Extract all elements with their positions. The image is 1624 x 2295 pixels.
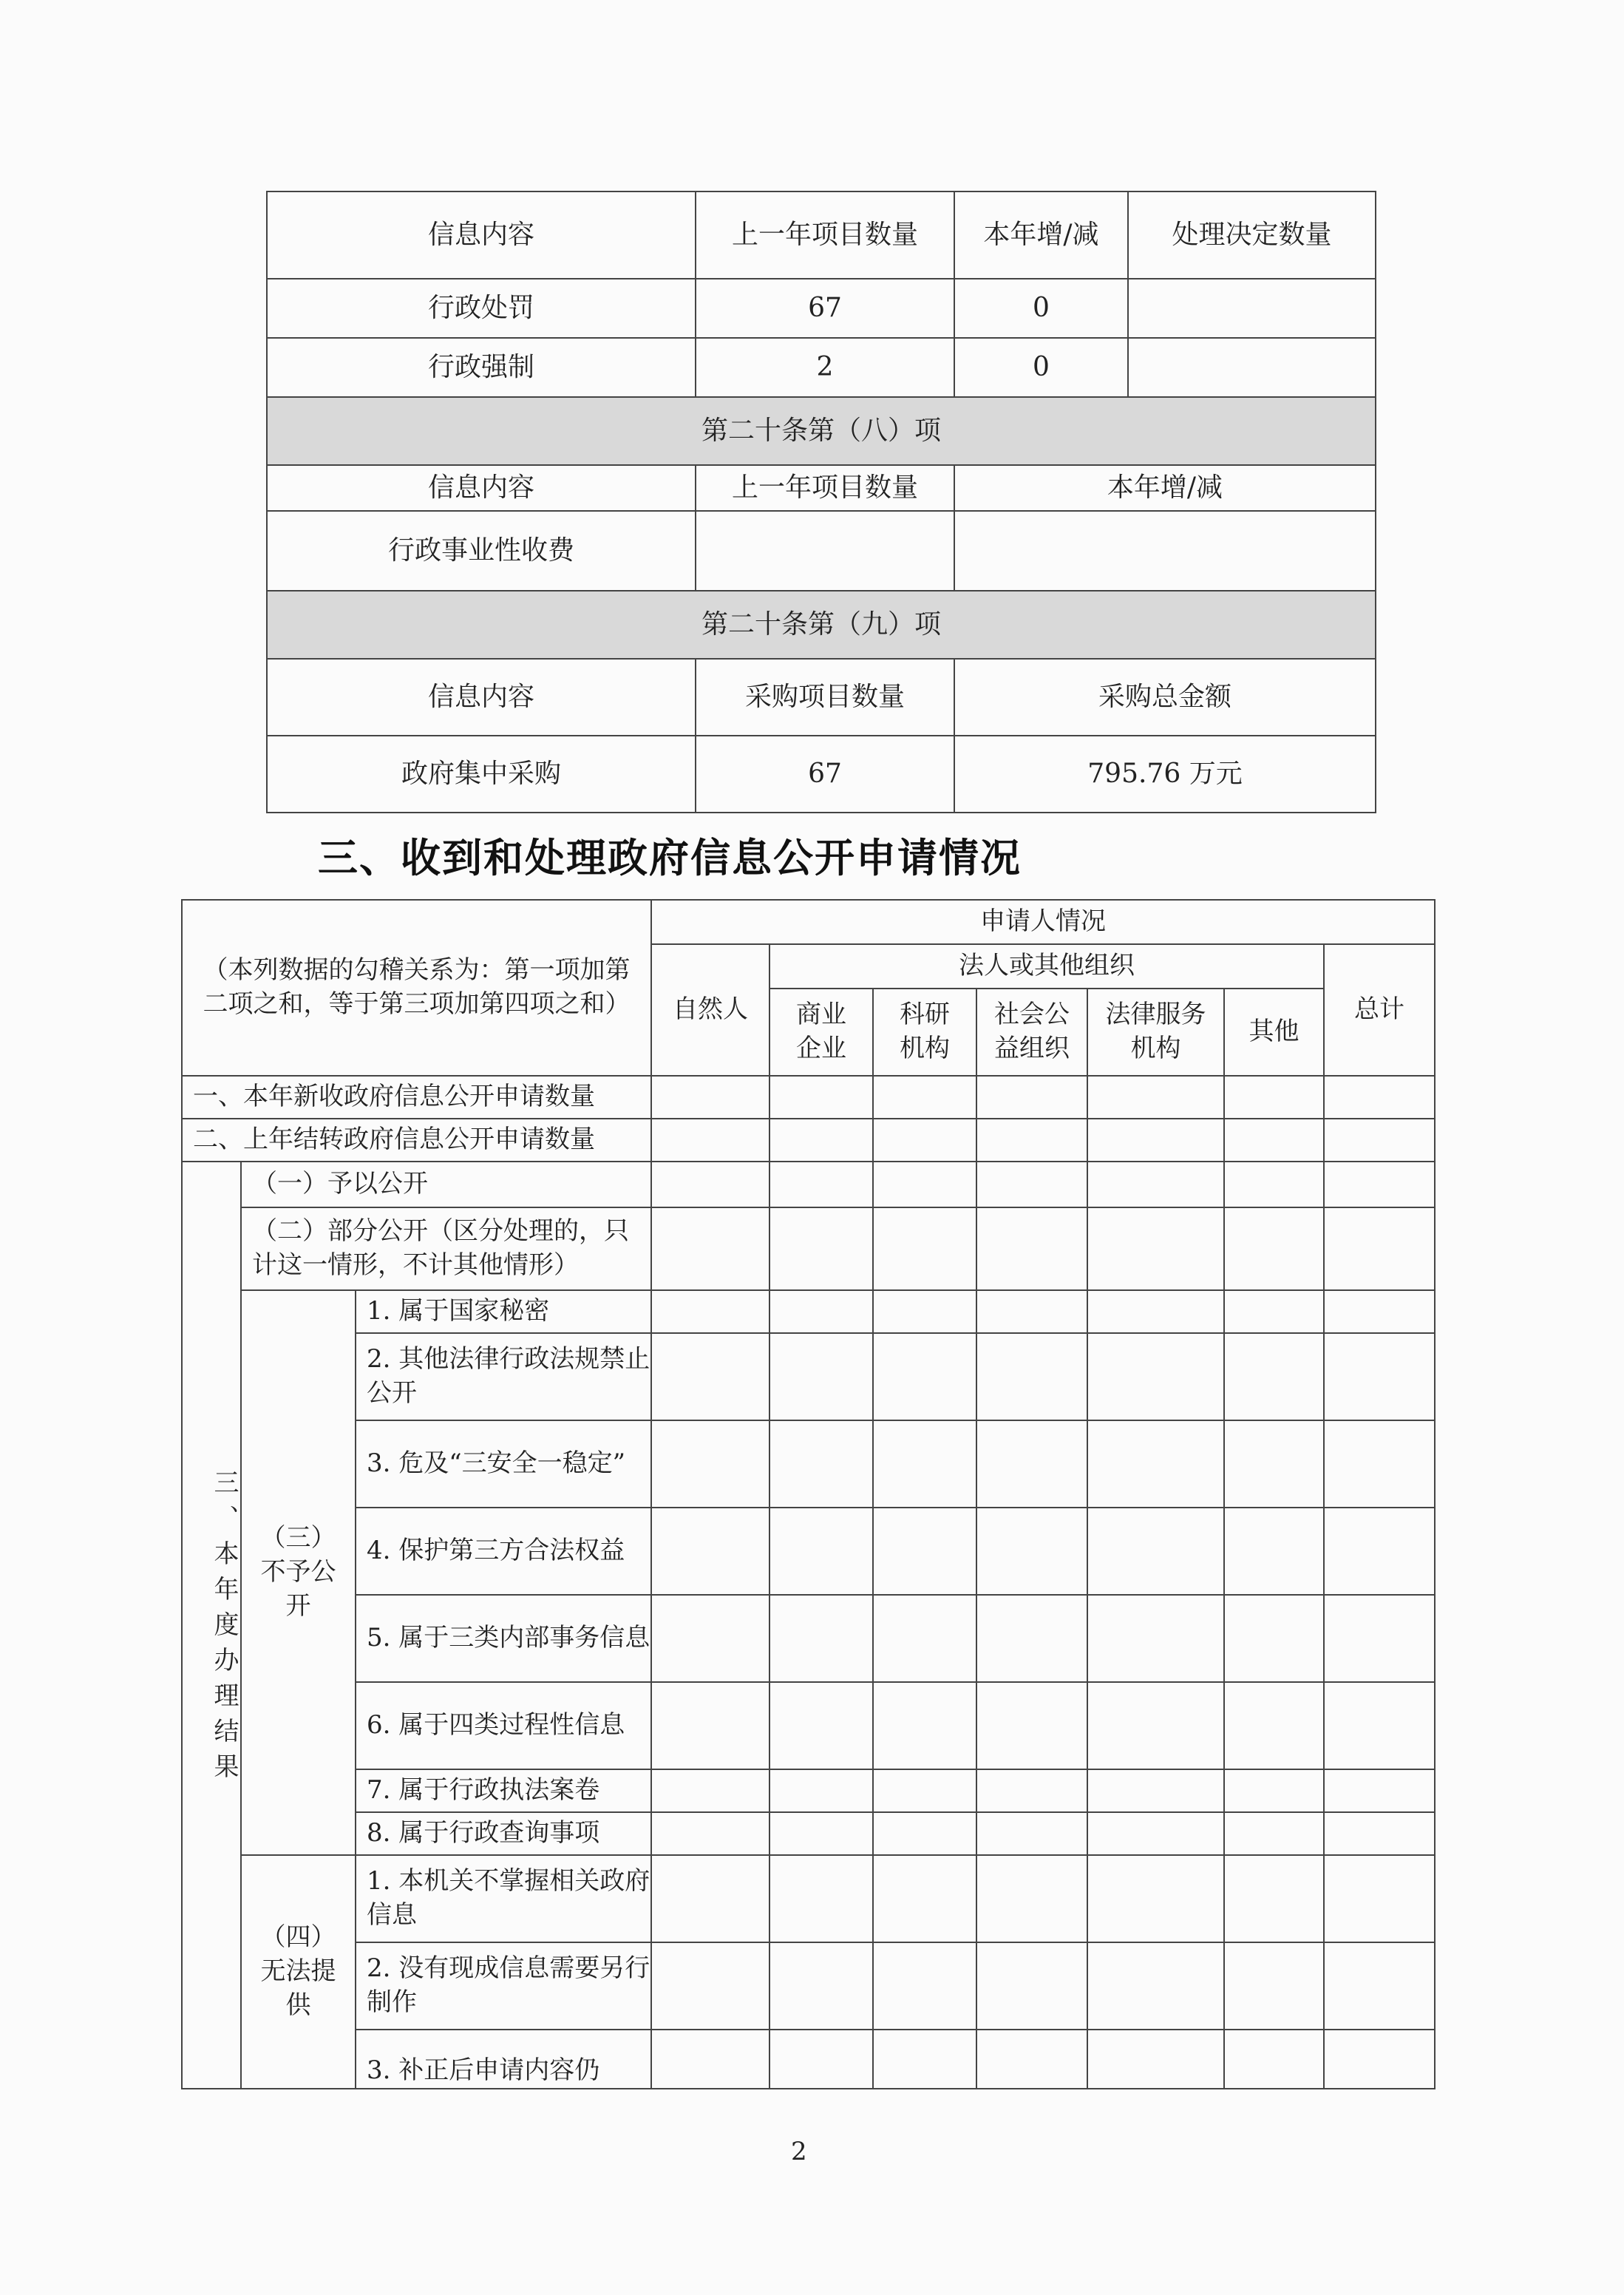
row-label: 二、上年结转政府信息公开申请数量 bbox=[182, 1119, 651, 1162]
table-row bbox=[182, 1812, 1435, 1855]
header-decision-count: 处理决定数量 bbox=[1128, 191, 1376, 279]
row-label: 3. 补正后申请内容仍 bbox=[356, 2030, 651, 2089]
applicant-header: 申请人情况 bbox=[651, 900, 1435, 944]
table-row bbox=[182, 1682, 1435, 1769]
s8-header-info: 信息内容 bbox=[267, 465, 696, 511]
natural-person-header: 自然人 bbox=[651, 944, 769, 1076]
s9-header-count: 采购项目数量 bbox=[696, 659, 954, 736]
row-label: （一）予以公开 bbox=[241, 1162, 651, 1207]
page-number: 2 bbox=[791, 2137, 807, 2166]
header-info-content: 信息内容 bbox=[267, 191, 696, 279]
table-row bbox=[267, 736, 1376, 813]
request-table bbox=[181, 899, 1436, 2089]
legal-group-header: 法人或其他组织 bbox=[769, 944, 1324, 989]
row-decision bbox=[1128, 279, 1376, 338]
cannot-provide-label: （四）无法提供 bbox=[241, 1855, 356, 2089]
row-label: 1. 本机关不掌握相关政府信息 bbox=[356, 1855, 651, 1942]
s8-header-prev: 上一年项目数量 bbox=[696, 465, 954, 511]
row-change bbox=[954, 511, 1376, 591]
table-row bbox=[182, 1942, 1435, 2030]
col-business: 商业企业 bbox=[769, 989, 873, 1076]
section9-title: 第二十条第（九）项 bbox=[267, 591, 1376, 659]
row-label: 2. 其他法律行政法规禁止公开 bbox=[356, 1333, 651, 1420]
table-row bbox=[267, 511, 1376, 591]
table-row bbox=[267, 279, 1376, 338]
top-info-table bbox=[266, 191, 1376, 813]
row-change: 0 bbox=[954, 279, 1128, 338]
row-label: 7. 属于行政执法案卷 bbox=[356, 1769, 651, 1812]
s9-header-info: 信息内容 bbox=[267, 659, 696, 736]
table-row bbox=[182, 1508, 1435, 1595]
s9-header-amount: 采购总金额 bbox=[954, 659, 1376, 736]
relation-note: （本列数据的勾稽关系为：第一项加第二项之和，等于第三项加第四项之和） bbox=[182, 900, 651, 1076]
header-change: 本年增/减 bbox=[954, 191, 1128, 279]
table-row bbox=[182, 1162, 1435, 1207]
table-row bbox=[182, 2030, 1435, 2089]
col-other: 其他 bbox=[1224, 989, 1324, 1076]
row-label: 行政事业性收费 bbox=[267, 511, 696, 591]
result-label: 三、本年度办理结果 bbox=[182, 1162, 241, 2089]
row-label: 行政强制 bbox=[267, 338, 696, 397]
table-row bbox=[182, 1595, 1435, 1682]
row-decision bbox=[1128, 338, 1376, 397]
not-open-label: （三）不予公开 bbox=[241, 1290, 356, 1855]
row-amount: 795.76 万元 bbox=[954, 736, 1376, 813]
row-prev bbox=[696, 511, 954, 591]
table-row bbox=[182, 1290, 1435, 1333]
total-header: 总计 bbox=[1324, 944, 1435, 1076]
row-change: 0 bbox=[954, 338, 1128, 397]
row-count: 67 bbox=[696, 736, 954, 813]
row-label: 一、本年新收政府信息公开申请数量 bbox=[182, 1076, 651, 1119]
section-title: 三、收到和处理政府信息公开申请情况 bbox=[318, 835, 1022, 881]
col-research: 科研机构 bbox=[873, 989, 976, 1076]
row-label: （二）部分公开（区分处理的，只计这一情形，不计其他情形） bbox=[241, 1207, 651, 1290]
table-row bbox=[267, 338, 1376, 397]
table-row bbox=[182, 1420, 1435, 1508]
row-label: 8. 属于行政查询事项 bbox=[356, 1812, 651, 1855]
s8-header-change: 本年增/减 bbox=[954, 465, 1376, 511]
table-row bbox=[182, 1769, 1435, 1812]
table-row bbox=[182, 1855, 1435, 1942]
table-row bbox=[182, 1119, 1435, 1162]
header-prev-count: 上一年项目数量 bbox=[696, 191, 954, 279]
row-label: 3. 危及“三安全一稳定” bbox=[356, 1420, 651, 1508]
row-label: 行政处罚 bbox=[267, 279, 696, 338]
col-legal-service: 法律服务机构 bbox=[1087, 989, 1224, 1076]
col-public-welfare: 社会公益组织 bbox=[976, 989, 1087, 1076]
row-label: 5. 属于三类内部事务信息 bbox=[356, 1595, 651, 1682]
row-prev: 2 bbox=[696, 338, 954, 397]
table-row bbox=[182, 1076, 1435, 1119]
row-label: 政府集中采购 bbox=[267, 736, 696, 813]
table-row bbox=[182, 1207, 1435, 1290]
row-label: 4. 保护第三方合法权益 bbox=[356, 1508, 651, 1595]
section8-title: 第二十条第（八）项 bbox=[267, 397, 1376, 465]
row-label: 2. 没有现成信息需要另行制作 bbox=[356, 1942, 651, 2030]
row-prev: 67 bbox=[696, 279, 954, 338]
row-label: 6. 属于四类过程性信息 bbox=[356, 1682, 651, 1769]
table-row bbox=[182, 1333, 1435, 1420]
row-label: 1. 属于国家秘密 bbox=[356, 1290, 651, 1333]
